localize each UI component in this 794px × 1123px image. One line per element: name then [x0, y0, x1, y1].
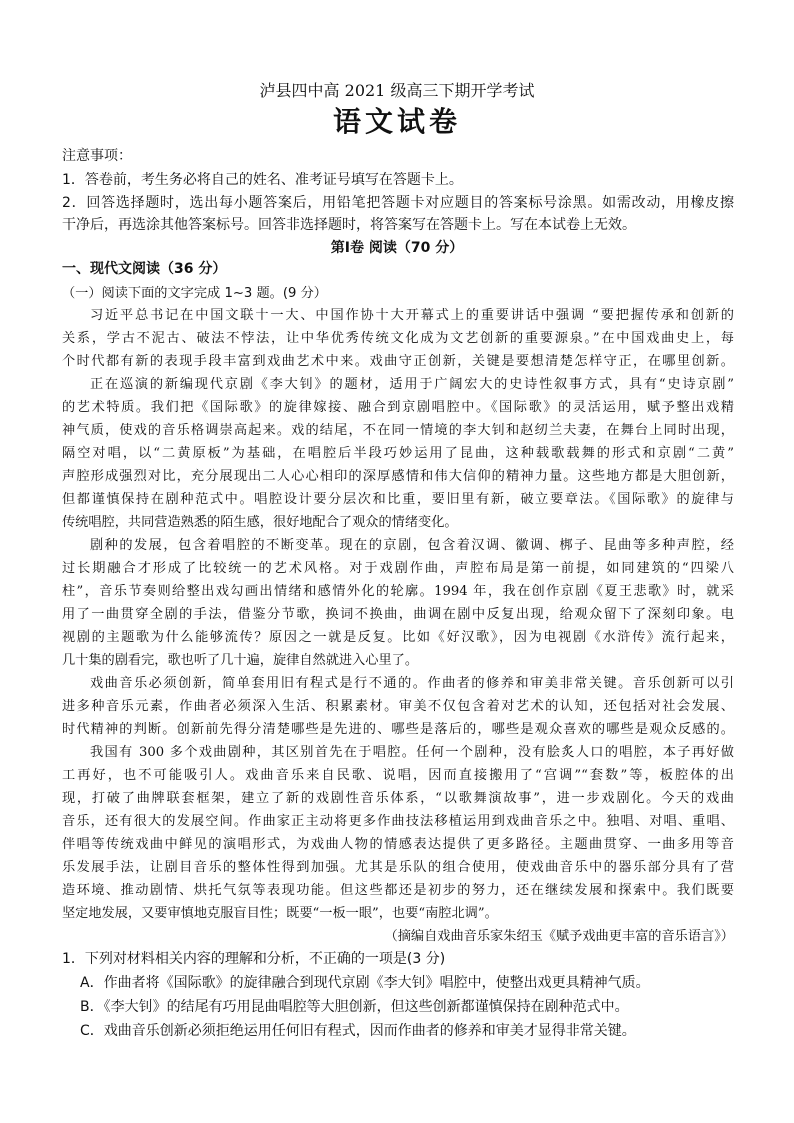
article-line: 关系，学古不泥古、破法不悖法，让中华优秀传统文化成为文艺创新的重要源泉。”在中国戏曲史上，每	[62, 331, 734, 346]
article-line: 工再好，也不可能吸引人。戏曲音乐来自民歌、说唱，因而直接搬用了“宫调”“套数”等，板腔体的出	[62, 768, 734, 783]
article-line: 坚定地发展，又要审慎地克服盲目性；既要“一板一眼”，也要“南腔北调”。	[62, 906, 498, 921]
article-line: 正在巡演的新编现代京剧《李大钊》的题材，适用于广阔宏大的史诗性叙事方式，具有“史诗京剧”	[90, 377, 734, 392]
article-line: 用了一曲贯穿全剧的手法，借鉴分节歌，换词不换曲，曲调在剧中反复出现，给观众留下了深刻印象。电	[62, 607, 734, 622]
article-line: 造环境、推动剧情、烘托气氛等表现功能。但这些都还是初步的努力，还在继续发展和探索中。我们既要	[62, 883, 734, 898]
notice-item-2: 2．回答选择题时，选出每小题答案后，用铅笔把答题卡对应题目的答案标号涂黑。如需改动，用橡皮擦	[62, 195, 734, 211]
article-line: 神气质，使戏的音乐格调崇高起来。戏的结尾，不在同一情境的李大钊和赵纫兰夫妻，在舞台上同时出现，	[62, 423, 734, 438]
article-source: （摘编自戏曲音乐家朱绍玉《赋予戏曲更丰富的音乐语言》）	[384, 929, 734, 944]
question-option-c: C．戏曲音乐创新必须拒绝运用任何旧有程式，因而作曲者的修养和审美才显得非常关键。	[80, 1023, 636, 1039]
article-line: 音乐，还有很大的发展空间。作曲家正主动将更多作曲技法移植运用到戏曲音乐之中。独唱、对唱、重唱、	[62, 814, 734, 829]
article-line: 声腔形成强烈对比，充分展现出二人心心相印的深厚感情和伟大信仰的精神力量。这些地方都是大胆创新，	[62, 469, 734, 484]
article-line: 乐发展手法，让剧目音乐的整体性得到加强。尤其是乐队的组合使用，使戏曲音乐中的器乐部分具有了营	[62, 860, 734, 875]
question-option-a: A．作曲者将《国际歌》的旋律融合到现代京剧《李大钊》唱腔中，使整出戏更具精神气质。	[80, 975, 650, 991]
article-line: 隔空对唱，以“二黄原板”为基础，在唱腔后半段巧妙运用了昆曲，这种载歌载舞的形式和京剧“二黄”	[62, 446, 734, 461]
article-line: 戏曲音乐必须创新，简单套用旧有程式是行不通的。作曲者的修养和审美非常关键。音乐创新可以引	[90, 676, 734, 691]
article-line: 过长期融合才形成了比较统一的艺术风格。对于戏剧作曲，声腔布局是第一前提，如同建筑的“四梁八	[62, 561, 734, 576]
section-heading: 一、现代文阅读（36 分）	[62, 261, 227, 277]
article-line: 剧种的发展，包含着唱腔的不断变革。现在的京剧，包含着汉调、徽调、梆子、昆曲等多种声腔，经	[90, 538, 734, 553]
question-stem: 1．下列对材料相关内容的理解和分析，不正确的一项是(3 分)	[62, 951, 446, 967]
article-line: 几十集的剧看完，歌也听了几十遍，旋律自然就进入心里了。	[62, 653, 419, 668]
article-line: 时代精神的判断。创新前先得分清楚哪些是先进的、哪些是落后的，哪些是观众喜欢的哪些是观众反感的。	[62, 722, 734, 737]
article-line: 视剧的主题歌为什么能够流传？原因之一就是反复。比如《好汉歌》，因为电视剧《水浒传》流行起来，	[62, 630, 734, 645]
exam-title: 语文试卷	[332, 105, 461, 138]
notice-item-1: 1．答卷前，考生务必将自己的姓名、准考证号填写在答题卡上。	[62, 172, 463, 188]
article-line: 但都谨慎保持在剧种范式中。唱腔设计要分层次和比重，要旧里有新，破立要章法。《国际歌》的旋律与	[62, 492, 734, 507]
article-line: 习近平总书记在中国文联十一大、中国作协十大开幕式上的重要讲话中强调 “要把握传承和创新的	[90, 308, 734, 323]
article-line: 伴唱等传统戏曲中鲜见的演唱形式，为戏曲人物的情感表达提供了更多路径。主题曲贯穿、一曲多用等音	[62, 837, 734, 852]
article-line: 进多种音乐元素，作曲者必须深入生活、积累素材。审美不仅包含着对艺术的认知，还包括对社会发展、	[62, 699, 734, 714]
part-heading: 第Ⅰ卷 阅读（70 分）	[330, 240, 464, 256]
article-line: 我国有 300 多个戏曲剧种，其区别首先在于唱腔。任何一个剧种，没有脍炙人口的唱腔，本子再好做	[90, 745, 734, 760]
question-option-b: B．《李大钊》的结尾有巧用昆曲唱腔等大胆创新，但这些创新都谨慎保持在剧种范式中。	[80, 999, 629, 1015]
notice-item-2-cont: 干净后，再选涂其他答案标号。回答非选择题时，将答案写在答题卡上。写在本试卷上无效。	[62, 217, 636, 233]
article-line: 现，打破了曲牌联套框架，建立了新的戏剧性音乐体系，“以歌舞演故事”，进一步戏剧化。今天的戏曲	[62, 791, 734, 806]
exam-subtitle: 泸县四中高 2021 级高三下期开学考试	[259, 81, 535, 100]
section-subheading: （一）阅读下面的文字完成 1~3 题。(9 分）	[62, 286, 327, 301]
article-line: 传统唱腔，共同营造熟悉的陌生感，很好地配合了观众的情绪变化。	[62, 515, 458, 530]
article-line: 柱”，音乐节奏则给整出戏勾画出情绪和感情外化的轮廓。1994 年，我在创作京剧《夏王悲歌》时，就采	[62, 584, 734, 599]
article-line: 个时代都有新的表现手段丰富到戏曲艺术中来。戏曲守正创新，关键是要想清楚怎样守正，在哪里创新。	[62, 354, 734, 369]
article-line: 的艺术特质。我们把《国际歌》的旋律嫁接、融合到京剧唱腔中。《国际歌》的灵活运用，赋予整出戏精	[62, 400, 734, 415]
notice-heading: 注意事项：	[62, 148, 132, 164]
